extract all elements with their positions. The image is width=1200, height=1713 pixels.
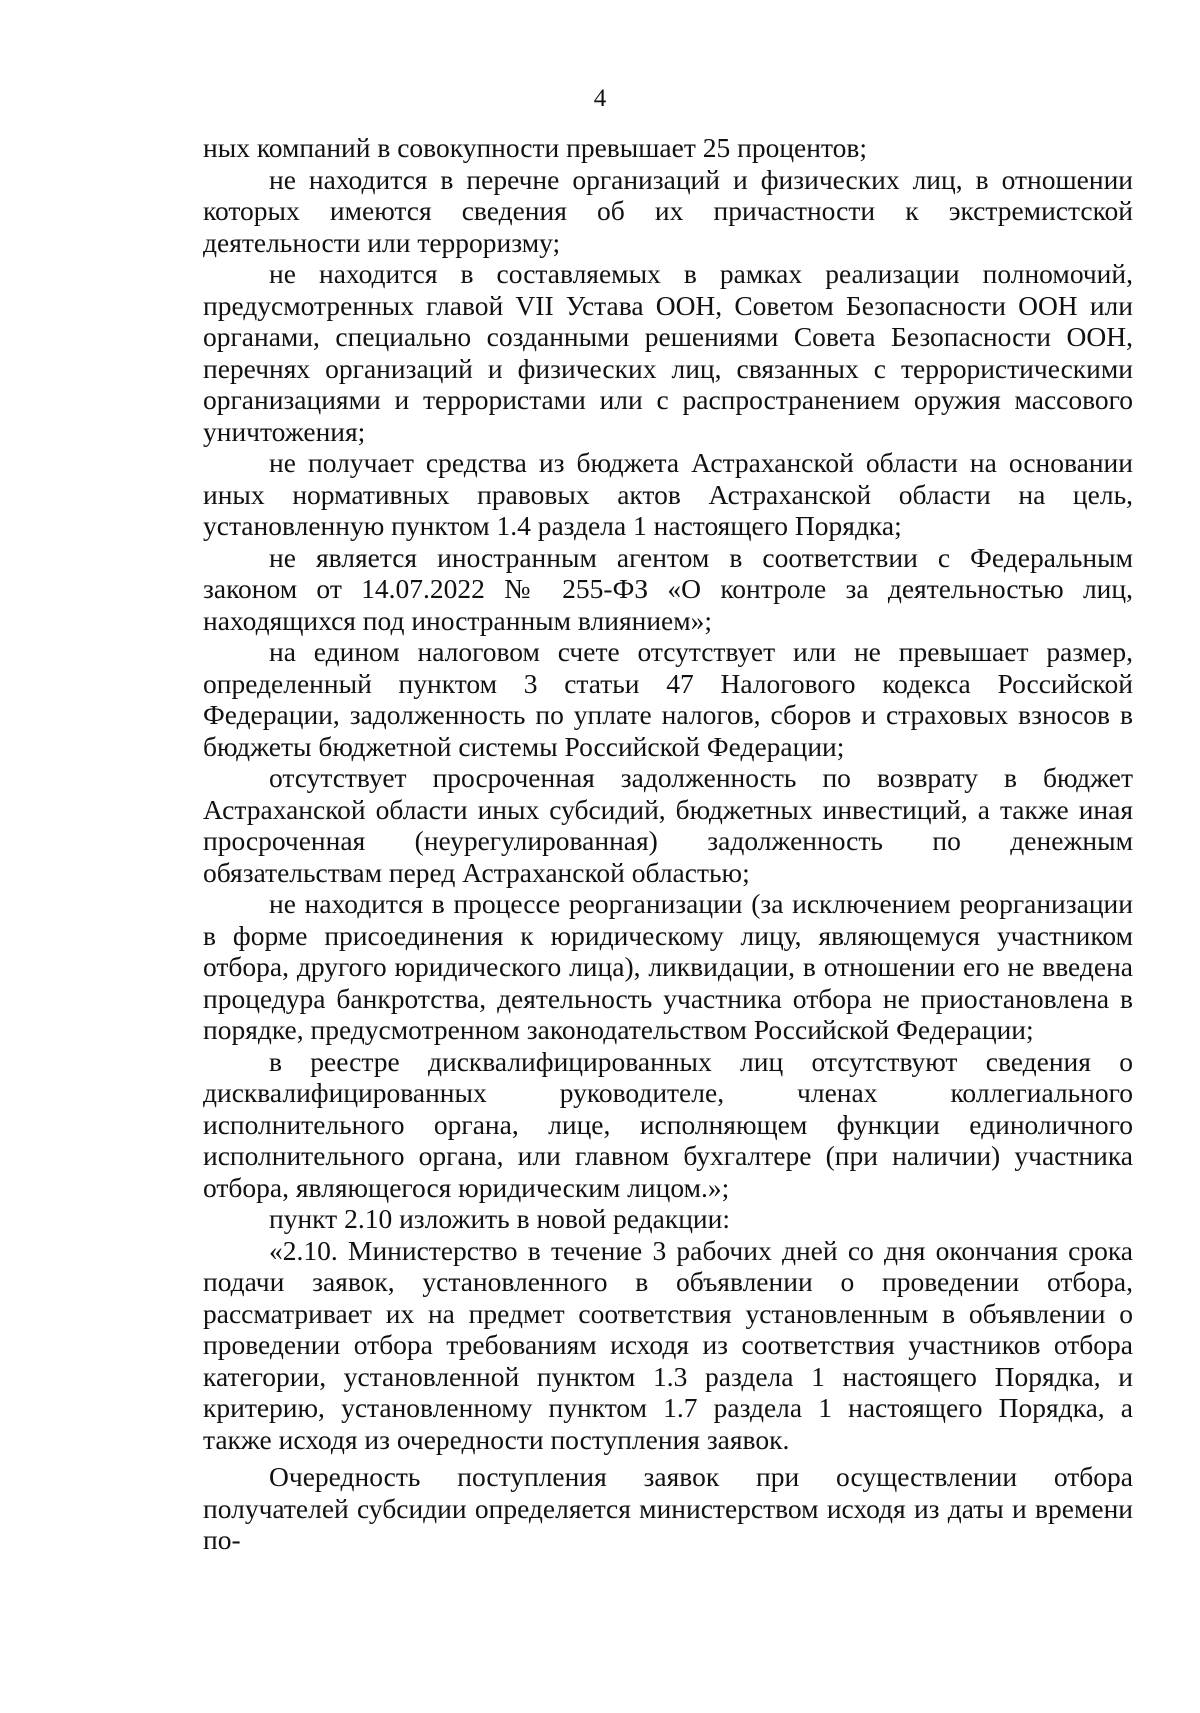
paragraph-foreign-agent: не является иностранным агентом в соответствии с Федеральным законом от 14.07.2022 № 255-ФЗ «О контроле за деятельностью лиц, находящихся под иностранным влиянием»; bbox=[203, 541, 1133, 636]
document-body bbox=[203, 132, 1133, 1556]
paragraph-tax-account: на едином налоговом счете отсутствует или не превышает размер, определенный пунктом 3 статьи 47 Налогового кодекса Российской Федерации, задолженность по уплате налогов, сборов и страховых взносов в бюджеты бюджетной системы Российской Федерации; bbox=[203, 636, 1133, 762]
paragraph-extremism-list: не находится в перечне организаций и физических лиц, в отношении которых имеются сведения об их причастности к экстремистской деятельности или терроризму; bbox=[203, 163, 1133, 258]
paragraph-reorganization: не находится в процессе реорганизации (за исключением реорганизации в форме присоединения к юридическому лицу, являющемуся участником отбора, другого юридического лица), ликвидации, в отношении его не введена процедура банкротства, деятельность участника отбора не приостановлена в порядке, предусмотренном законодательством Российской Федерации; bbox=[203, 888, 1133, 1045]
paragraph-budget-funds: не получает средства из бюджета Астраханской области на основании иных нормативных правовых актов Астраханской области на цель, установленную пунктом 1.4 раздела 1 настоящего Порядка; bbox=[203, 447, 1133, 541]
paragraph-application-order: Очередность поступления заявок при осуществлении отбора получателей субсидии определяется министерством исходя из даты и времени по- bbox=[203, 1461, 1133, 1555]
paragraph-clause-2-10-text: «2.10. Министерство в течение 3 рабочих дней со дня окончания срока подачи заявок, установленного в объявлении о проведении отбора, рассматривает их на предмет соответствия установленным в объявлении о проведении отбора требованиям исходя из соответствия участников отбора категории, установленной пунктом 1.3 раздела 1 настоящего Порядка, и критерию, установленному пунктом 1.7 раздела 1 настоящего Порядка, а также исходя из очередности поступления заявок. bbox=[203, 1234, 1133, 1455]
paragraph-disqualified-registry: в реестре дисквалифицированных лиц отсутствуют сведения о дисквалифицированных руководителе, членах коллегиального исполнительного органа, лице, исполняющем функции единоличного исполнительного органа, или главном бухгалтере (при наличии) участника отбора, являющегося юридическим лицом.»; bbox=[203, 1045, 1133, 1203]
paragraph-continuation: ных компаний в совокупности превышает 25 процентов; bbox=[203, 132, 868, 163]
page-number: 4 bbox=[593, 85, 607, 112]
paragraph-clause-2-10-intro: пункт 2.10 изложить в новой редакции: bbox=[269, 1203, 731, 1234]
paragraph-un-lists: не находится в составляемых в рамках реализации полномочий, предусмотренных главой VII Устава ООН, Советом Безопасности ООН или органами, специально созданными решениями Совета Безопасности ООН, перечнях организаций и физических лиц, связанных с террористическими организациями и террористами или с распространением оружия массового уничтожения; bbox=[203, 258, 1133, 447]
paragraph-overdue-debt: отсутствует просроченная задолженность по возврату в бюджет Астраханской области иных субсидий, бюджетных инвестиций, а также иная просроченная (неурегулированная) задолженность по денежным обязательствам перед Астраханской областью; bbox=[203, 762, 1133, 888]
